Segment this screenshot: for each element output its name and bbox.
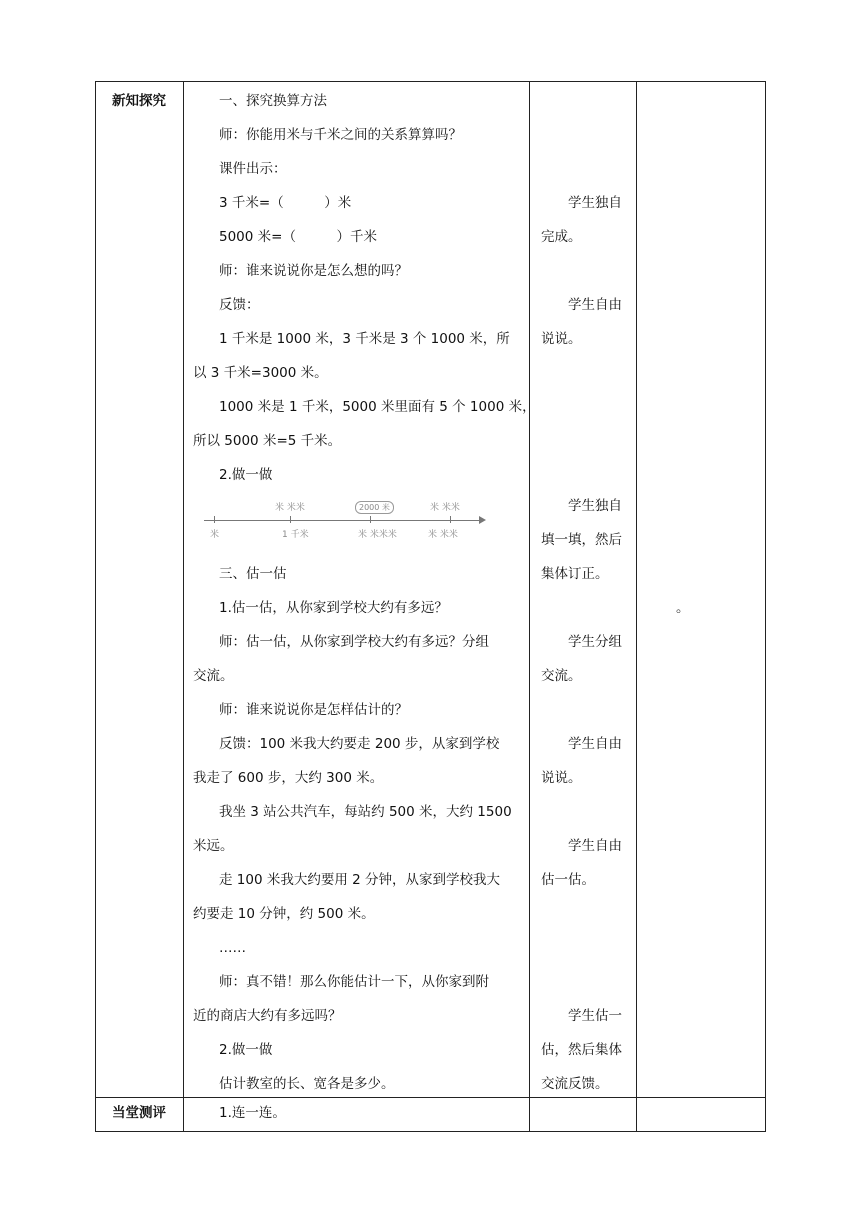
number-line-label: 米 米米米 [358,530,397,540]
content-line: 近的商店大约有多远吗？ [193,1008,342,1024]
number-line-label: 米 米米 [275,503,305,513]
row-label-explore: 新知探究 [112,93,166,109]
content-line: 约要走 10 分钟，约 500 米。 [193,906,375,922]
remark-text: 。 [676,600,690,616]
content-line: 1000 米是 1 千米，5000 米里面有 5 个 1000 米， [219,399,536,415]
student-line: 学生自由 [568,736,622,752]
number-line-figure [200,495,500,540]
student-line: 估，然后集体 [541,1042,622,1058]
number-line-label: 米 米米 [430,503,460,513]
content-line: 2.做一做 [219,1042,273,1058]
row-label-test: 当堂测评 [112,1105,166,1121]
table-bottom-border [95,1131,766,1132]
content-line: 师：谁来说说你是怎样估计的？ [219,702,408,718]
student-line: 学生独自 [568,195,622,211]
student-line: 学生估一 [568,1008,622,1024]
column-divider [636,81,637,1132]
table-top-border [95,81,766,82]
table-right-border [765,81,766,1132]
content-line: 师：真不错！那么你能估计一下，从你家到附 [219,974,489,990]
number-line-distance: 2000 米 [355,501,394,514]
content-line: 我坐 3 站公共汽车，每站约 500 米，大约 1500 [219,804,512,820]
student-line: 填一填，然后 [541,532,622,548]
student-line: 学生分组 [568,634,622,650]
content-line: 反馈： [219,297,260,313]
content-line: 所以 5000 米=5 千米。 [193,433,342,449]
student-line: 说说。 [541,770,582,786]
content-line: …… [219,940,246,956]
content-line: 课件出示： [219,161,287,177]
number-line-label: 米 米米 [428,530,458,540]
content-line: 三、估一估 [219,566,287,582]
content-line: 2.做一做 [219,467,273,483]
content-line: 我走了 600 步，大约 300 米。 [193,770,384,786]
content-line: 1.估一估，从你家到学校大约有多远？ [219,600,448,616]
student-line: 说说。 [541,331,582,347]
content-line: 以 3 千米=3000 米。 [193,365,328,381]
student-line: 交流反馈。 [541,1076,609,1092]
content-line: 估计教室的长、宽各是多少。 [219,1076,395,1092]
content-line: 交流。 [193,668,234,684]
table-left-border [95,81,96,1132]
student-line: 学生自由 [568,838,622,854]
student-line: 交流。 [541,668,582,684]
content-line: 师：谁来说说你是怎么想的吗？ [219,263,408,279]
content-line: 5000 米=（ ）千米 [219,229,377,245]
student-line: 集体订正。 [541,566,609,582]
content-line: 师：估一估，从你家到学校大约有多远？分组 [219,634,489,650]
student-line: 估一估。 [541,872,595,888]
content-line: 师：你能用米与千米之间的关系算算吗？ [219,127,462,143]
test-content: 1.连一连。 [219,1105,286,1121]
content-line: 反馈：100 米我大约要走 200 步，从家到学校 [219,736,500,752]
number-line-label: 1 千米 [282,530,309,540]
content-line: 3 千米=（ ）米 [219,195,352,211]
student-line: 学生自由 [568,297,622,313]
number-line-label: 米 [210,530,220,540]
content-line: 1 千米是 1000 米，3 千米是 3 个 1000 米，所 [219,331,510,347]
student-line: 学生独自 [568,498,622,514]
column-divider [183,81,184,1132]
content-line: 一、探究换算方法 [219,93,327,109]
column-divider [529,81,530,1132]
student-line: 完成。 [541,229,582,245]
content-line: 走 100 米我大约要用 2 分钟，从家到学校我大 [219,872,501,888]
row-divider [95,1097,766,1098]
content-line: 米远。 [193,838,234,854]
